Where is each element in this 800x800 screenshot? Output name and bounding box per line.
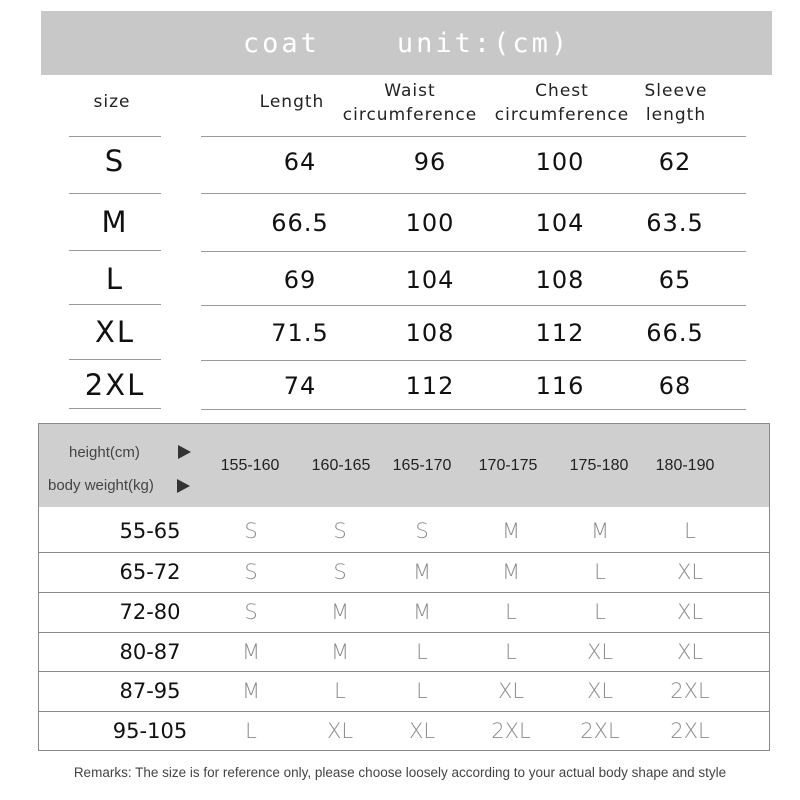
sleeve-value: 62 — [658, 148, 692, 176]
size-cell: S — [244, 560, 258, 584]
size-cell: S — [244, 519, 258, 543]
col-header-sleeve-line2: length — [645, 105, 707, 125]
length-value: 66.5 — [271, 209, 329, 237]
chest-value: 112 — [535, 319, 585, 347]
height-range: 155-160 — [220, 457, 280, 474]
divider — [201, 193, 746, 194]
chest-value: 108 — [535, 266, 585, 294]
chest-value: 104 — [535, 209, 585, 237]
divider — [39, 552, 769, 553]
divider — [39, 671, 769, 672]
size-cell: L — [416, 640, 428, 664]
remarks-text: Remarks: The size is for reference only, please choose loosely according to your actual body shape and style — [73, 765, 727, 780]
arrow-right-icon — [177, 479, 190, 493]
divider — [201, 136, 746, 137]
size-cell: S — [333, 519, 347, 543]
col-header-sleeve-line1: Sleeve — [644, 81, 708, 101]
size-cell: L — [416, 679, 428, 703]
size-cell: XL — [676, 600, 704, 624]
col-header-length: Length — [259, 92, 325, 112]
size-cell: 2XL — [580, 719, 620, 743]
size-cell: S — [244, 600, 258, 624]
size-cell: L — [505, 640, 517, 664]
length-value: 69 — [283, 266, 317, 294]
divider — [39, 711, 769, 712]
size-cell: 2XL — [491, 719, 531, 743]
size-label: 2XL — [84, 368, 146, 402]
divider — [69, 304, 161, 305]
sleeve-value: 65 — [658, 266, 692, 294]
size-cell: XL — [586, 679, 614, 703]
divider — [69, 136, 161, 137]
sleeve-value: 66.5 — [646, 319, 704, 347]
size-cell: XL — [408, 719, 436, 743]
size-cell: M — [241, 640, 261, 664]
weight-range: 80-87 — [119, 640, 181, 664]
arrow-right-icon — [178, 445, 191, 459]
size-cell: L — [594, 600, 606, 624]
divider — [69, 359, 161, 360]
col-header-waist — [335, 79, 485, 127]
sleeve-value: 63.5 — [646, 209, 704, 237]
length-value: 74 — [283, 372, 317, 400]
size-cell: XL — [676, 560, 704, 584]
size-cell: L — [505, 600, 517, 624]
waist-value: 96 — [413, 148, 447, 176]
waist-value: 108 — [405, 319, 455, 347]
divider — [69, 193, 161, 194]
height-label: height(cm) — [69, 444, 140, 461]
size-cell: L — [684, 519, 696, 543]
size-cell: XL — [326, 719, 354, 743]
weight-range: 87-95 — [119, 679, 181, 703]
weight-range: 72-80 — [119, 600, 181, 624]
size-cell: M — [412, 560, 432, 584]
size-cell: L — [334, 679, 346, 703]
size-cell: 2XL — [670, 679, 710, 703]
size-cell: M — [330, 640, 350, 664]
col-header-sleeve — [634, 79, 718, 127]
divider — [39, 632, 769, 633]
banner-title: coat unit:(cm) — [242, 27, 571, 59]
col-header-chest-line2: circumference — [494, 105, 630, 125]
chest-value: 116 — [535, 372, 585, 400]
size-label: XL — [94, 315, 136, 349]
size-cell: S — [333, 560, 347, 584]
size-cell: M — [241, 679, 261, 703]
waist-value: 100 — [405, 209, 455, 237]
height-range: 175-180 — [569, 457, 629, 474]
height-range: 180-190 — [655, 457, 715, 474]
size-cell: L — [245, 719, 257, 743]
waist-value: 104 — [405, 266, 455, 294]
title-banner — [41, 11, 772, 75]
size-label: M — [101, 205, 129, 239]
col-header-waist-line2: circumference — [342, 105, 478, 125]
divider — [201, 409, 746, 410]
length-value: 71.5 — [271, 319, 329, 347]
size-cell: M — [501, 519, 521, 543]
col-header-waist-line1: Waist — [384, 81, 436, 101]
sleeve-value: 68 — [658, 372, 692, 400]
size-label: L — [105, 262, 125, 296]
size-label: S — [104, 144, 126, 178]
col-header-chest — [487, 79, 637, 127]
weight-label: body weight(kg) — [48, 477, 154, 494]
size-cell: XL — [586, 640, 614, 664]
size-cell: S — [415, 519, 429, 543]
divider — [201, 360, 746, 361]
size-cell: 2XL — [670, 719, 710, 743]
divider — [201, 305, 746, 306]
size-cell: XL — [497, 679, 525, 703]
chest-value: 100 — [535, 148, 585, 176]
waist-value: 112 — [405, 372, 455, 400]
size-cell: L — [594, 560, 606, 584]
size-cell: M — [501, 560, 521, 584]
divider — [39, 592, 769, 593]
height-range: 170-175 — [478, 457, 538, 474]
divider — [69, 250, 161, 251]
weight-range: 65-72 — [119, 560, 181, 584]
size-cell: M — [330, 600, 350, 624]
size-cell: XL — [676, 640, 704, 664]
height-range: 160-165 — [311, 457, 371, 474]
col-header-size: size — [93, 92, 131, 112]
divider — [201, 251, 746, 252]
col-header-chest-line1: Chest — [535, 81, 589, 101]
height-range: 165-170 — [392, 457, 452, 474]
weight-range: 55-65 — [119, 519, 181, 543]
divider — [69, 408, 161, 409]
weight-range: 95-105 — [112, 719, 188, 743]
length-value: 64 — [283, 148, 317, 176]
size-cell: M — [590, 519, 610, 543]
size-cell: M — [412, 600, 432, 624]
